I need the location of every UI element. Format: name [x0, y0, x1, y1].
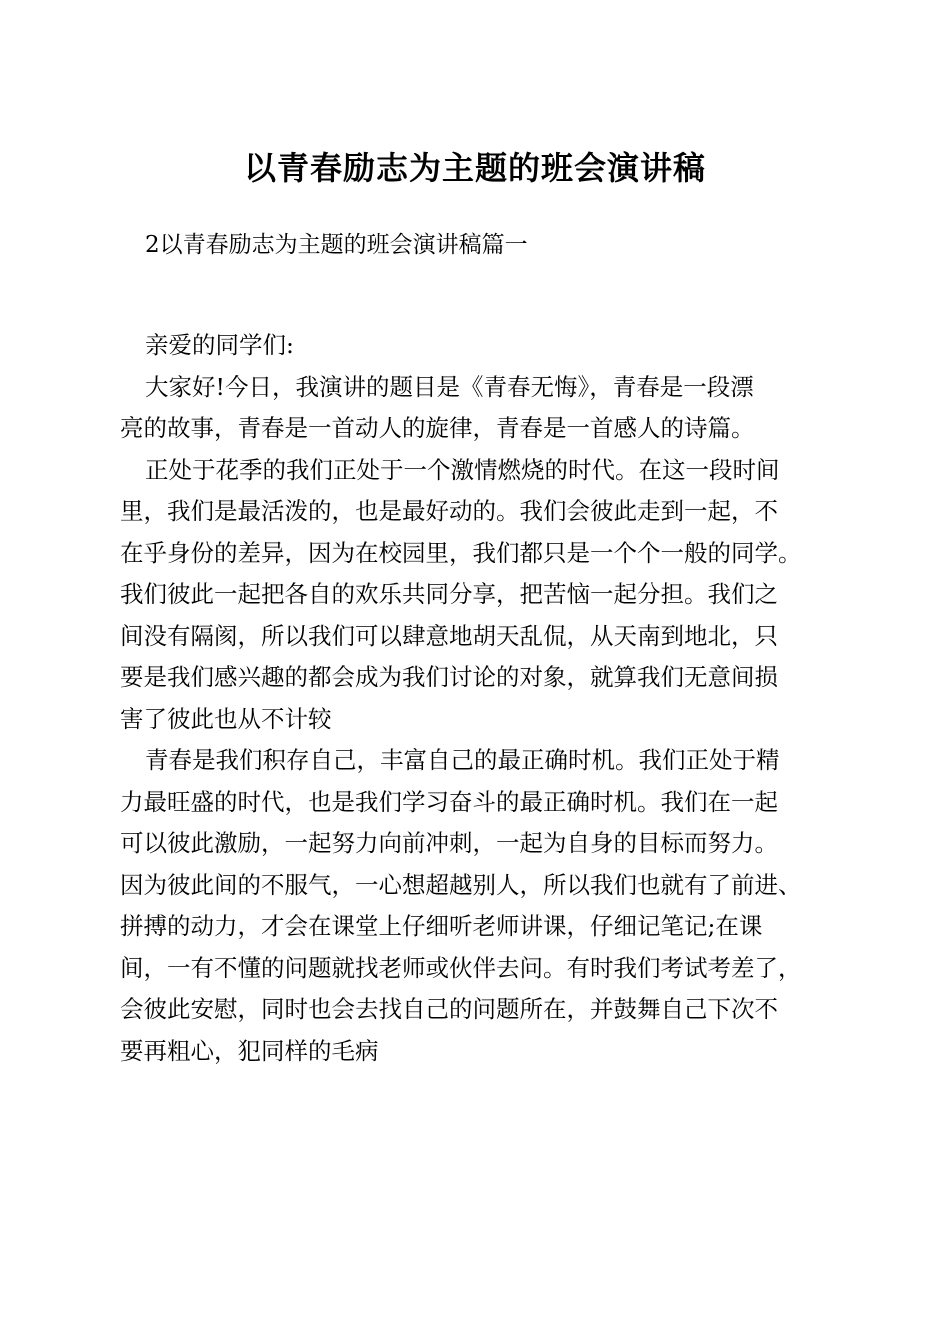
- paragraph-line: 大家好!今日，我演讲的题目是《青春无悔》，青春是一段漂: [145, 372, 754, 401]
- paragraph-line: 力最旺盛的时代，也是我们学习奋斗的最正确时机。我们在一起: [120, 787, 778, 816]
- paragraph-line: 间，一有不懂的问题就找老师或伙伴去问。有时我们考试考差了，: [120, 953, 802, 982]
- paragraph-line: 因为彼此间的不服气，一心想超越别人，所以我们也就有了前进、: [120, 870, 802, 899]
- document-subtitle: 2以青春励志为主题的班会演讲稿篇一: [145, 232, 528, 258]
- paragraph-line: 会彼此安慰，同时也会去找自己的问题所在，并鼓舞自己下次不: [120, 995, 778, 1023]
- paragraph-line: 间没有隔阂，所以我们可以肆意地胡天乱侃，从天南到地北，只: [120, 621, 778, 650]
- paragraph-line: 亮的故事，青春是一首动人的旋律，青春是一首感人的诗篇。: [120, 414, 755, 442]
- paragraph-line: 害了彼此也从不计较: [120, 704, 332, 733]
- paragraph-line: 要再粗心，犯同样的毛病: [120, 1036, 379, 1065]
- paragraph-line: 在乎身份的差异，因为在校园里，我们都只是一个个一般的同学。: [120, 538, 802, 567]
- document-body: [120, 325, 860, 1072]
- paragraph-line: 青春是我们积存自己，丰富自己的最正确时机。我们正处于精: [145, 746, 780, 774]
- salutation: 亲爱的同学们:: [145, 331, 294, 359]
- paragraph-line: 拼搏的动力，才会在课堂上仔细听老师讲课，仔细记笔记;在课: [120, 912, 763, 940]
- paragraph-line: 可以彼此激励，一起努力向前冲刺，一起为自身的目标而努力。: [120, 829, 778, 857]
- paragraph-line: 正处于花季的我们正处于一个激情燃烧的时代。在这一段时间: [145, 455, 780, 484]
- paragraph-line: 里，我们是最活泼的，也是最好动的。我们会彼此走到一起，不: [120, 497, 778, 525]
- document-title: 以青春励志为主题的班会演讲稿: [243, 149, 706, 187]
- paragraph-line: 要是我们感兴趣的都会成为我们讨论的对象，就算我们无意间损: [120, 663, 778, 691]
- paragraph-line: 我们彼此一起把各自的欢乐共同分享，把苦恼一起分担。我们之: [120, 580, 778, 608]
